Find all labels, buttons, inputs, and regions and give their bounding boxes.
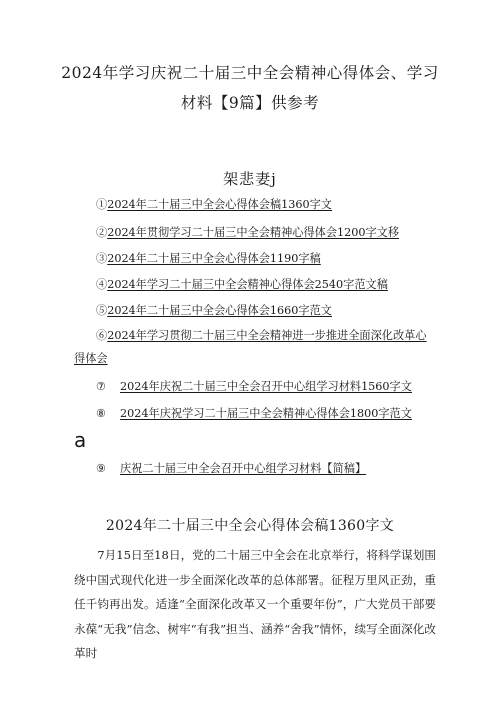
- document-title-line-2: 材料【9篇】供参考: [180, 94, 320, 112]
- toc-item-8[interactable]: [96, 405, 412, 421]
- toc-item-3[interactable]: [96, 250, 321, 266]
- toc-item-4[interactable]: [96, 276, 388, 292]
- document-title: [40, 58, 460, 118]
- toc-item-link[interactable]: 庆祝二十届三中全会召开中心组学习材料【简稿】: [120, 462, 367, 475]
- toc-item-number: ④: [96, 278, 108, 291]
- toc-item-link-continuation[interactable]: 得体会: [74, 352, 108, 365]
- toc-item-6[interactable]: [96, 327, 427, 343]
- toc-item-5[interactable]: [96, 302, 332, 318]
- toc-item-6-continuation[interactable]: [74, 350, 108, 366]
- toc-heading: 架悲妻j: [223, 170, 277, 188]
- toc-item-number: ①: [96, 198, 108, 211]
- toc-item-link[interactable]: 2024年贯彻学习二十届三中全会精神心得体会1200字文移: [107, 226, 400, 239]
- toc-item-1[interactable]: [96, 196, 332, 212]
- toc-item-link[interactable]: 2024年二十届三中全会心得体会1660字范文: [107, 304, 332, 317]
- toc-item-link[interactable]: 2024年庆祝二十届三中全会召开中心组学习材料1560字文: [120, 380, 412, 393]
- toc-item-number: ⑥: [96, 329, 108, 342]
- toc-item-link[interactable]: 2024年庆祝学习二十届三中全会精神心得体会1800字范文: [120, 407, 412, 420]
- toc-item-link[interactable]: 2024年学习二十届三中全会精神心得体会2540字范文稿: [107, 278, 388, 291]
- toc-item-number: ⑧: [96, 407, 107, 420]
- toc-item-number: ②: [96, 226, 108, 239]
- stray-character: a: [74, 428, 87, 452]
- section-title: 2024年二十届三中全会心得体会稿1360字文: [105, 518, 395, 534]
- toc-item-7[interactable]: [96, 378, 412, 394]
- toc-item-link[interactable]: 2024年学习贯彻二十届三中全会精神进一步推进全面深化改革心: [107, 329, 427, 342]
- section-paragraph: 7月15日至18日，党的二十届三中全会在北京举行，将科学谋划围绕中国式现代化进一步全面深化改革的总体部署。征程万里风正劲，重任千钧再出发。适逢“全面深化改革又一个重要年份”，广大党员干部要永葆“无我”信念、树牢“有我”担当、涵养“舍我”情怀，续写全面深化改革时: [74, 548, 436, 660]
- toc-item-number: ③: [96, 252, 108, 265]
- toc-item-9[interactable]: [96, 460, 366, 476]
- toc-item-2[interactable]: [96, 224, 399, 240]
- toc-item-link[interactable]: 2024年二十届三中全会心得体会1190字稿: [107, 252, 321, 265]
- toc-item-number: ⑦: [96, 380, 107, 393]
- toc-item-number: ⑨: [96, 462, 107, 475]
- document-title-line-1: 2024年学习庆祝二十届三中全会精神心得体会、学习: [61, 64, 439, 82]
- toc-item-link[interactable]: 2024年二十届三中全会心得体会稿1360字文: [107, 198, 332, 211]
- toc-item-number: ⑤: [96, 304, 108, 317]
